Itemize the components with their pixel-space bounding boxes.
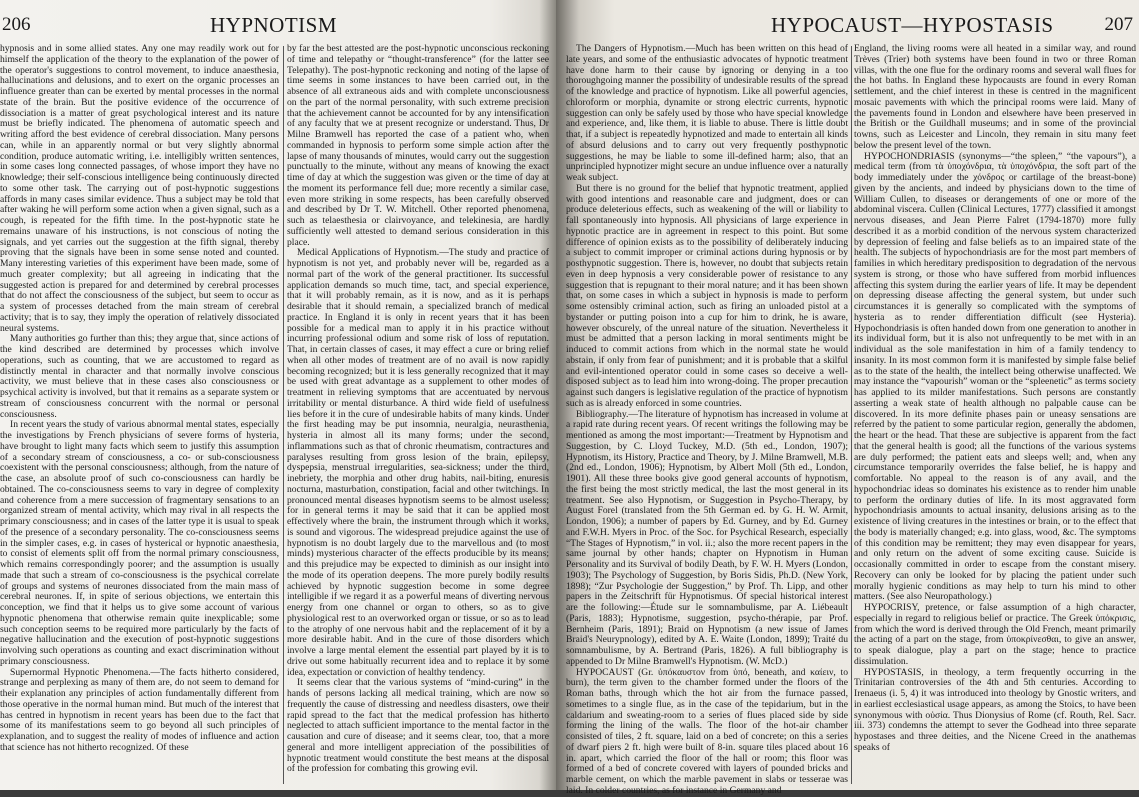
paragraph: HYPOCRISY, pretence, or false assumption of a high character, especially in regard to religious belief or practice. The Greek ὑπόκρισις, from which the word is derived through the Old French, meant primarily the acting of a part on the stage, from ὑποκρίνεσθαι, to give an answer, to speak dialogue, play a part on the stage; hence to practice dissimulation. xyxy=(854,602,1136,667)
running-head: HYPNOTISM xyxy=(210,13,338,37)
paragraph: Supernormal Hypnotic Phenomena.—The facts hitherto considered, strange and perplexing as many of them are, do not seem to demand for their explanation any principles of action fundamentally different from those operative in the normal human mind. But much of the interest that has centred in hypnotism in recent years has been due to the fact that some of its manifestations seem to go beyond all such principles of explanation, and to suggest the reality of modes of influence and action that science has not hitherto recognized. Of these xyxy=(0,666,279,753)
paragraph: But there is no ground for the belief that hypnotic treatment, applied with good intentions and reasonable care and judgment, does or can produce deleterious effects, such as weakening of the will or liability to fall spontaneously into hypnosis. All physicians of large experience in hypnotic practice are in agreement in respect to this point. But some difference of opinion exists as to the possibility of deliberately inducing a subject to commit improper or criminal actions during hypnosis or by posthypnotic suggestion. There is, however, no doubt that subjects retain even in deep hypnosis a very considerable power of resistance to any suggestion that is repugnant to their moral nature; and it has been shown that, on some cases in which a subject in hypnosis is made to perform some ostensibly criminal action, such as firing an unloaded pistol at a bystander or putting poison into a cup for him to drink, he is aware, however obscurely, of the unreal nature of the situation. Nevertheless it must be admitted that a person lacking in moral sentiments might be induced to commit actions from which in the normal state he would abstain, if only from fear of punishment; and it is probable that a skilful and evil-intentioned operator could in some cases so deceive a well-disposed subject as to lead him into wrong-doing. The proper precaution against such dangers is legislative regulation of the practice of hypnotism such as is already enforced in some countries. xyxy=(566,182,848,409)
paragraph: HYPOCHONDRIASIS (synonyms—“the spleen,” “the vapours”), a medical term (from τὰ ὑποχόνδρια, τὰ ὑποχόνδρια, the soft part of the body immediately under the χόνδρος or cartilage of the breast-bone) given by the ancients, and indeed by physicians down to the time of William Cullen, to diseases or derangements of one or more of the abdominal viscera. Cullen (Clinical Lectures, 1777) classified it amongst nervous diseases, and Jean Pierre Falret (1794-1870) more fully described it as a morbid condition of the nervous system characterized by depression of feeling and false beliefs as to an impaired state of the health. The subjects of hypochondriasis are for the most part members of families in which hereditary predisposition to degradation of the nervous system is strong, or those who have suffered from morbid influences affecting this system during the earlier years of life. It may be dependent on depressing disease affecting the general system, but under such circumstances it is generally so complicated with the symptoms of hysteria as to render differentiation difficult (see Hysteria). Hypochondriasis is often handed down from one generation to another in its individual form, but it is also not unfrequently to be met with in an individual as the sole manifestation in him of a family tendency to insanity. In its most common form it is manifested by simple false belief as to the state of the health, the intellect being otherwise unaffected. We may instance the “vapourish” woman or the “spleenetic” as terms society has applied to its milder manifestations. Such persons are constantly asserting a weak state of health although no palpable cause can be discovered. In its more definite phases pain or uneasy sensations are referred by the patient to some particular region, generally the abdomen, the heart or the head. That these are subjective is apparent from the fact that the general health is good; all the functions of the various systems are duly performed; the patient eats and sleeps well; and, when any circumstance temporarily overrides the false belief, he is happy and comfortable. No appeal to the reason is of any avail, and the hypochondriac ideas so dominates his existence as to render him unable to perform the ordinary duties of life. In its most aggravated form hypochondriasis amounts to actual insanity, delusions arising as to the existence of living creatures in the intestines or brain, or to the effect that the body is materially changed; e.g. into glass, wood, &c. The symptoms of this condition may be remittent; they may even disappear for years, and only return on the advent of some exciting cause. Suicide is occasionally committed in order to escape from the constant misery. Recovery can only be looked for by placing the patient under such morally hygienic conditions as may help to turn his mind to other matters. (See also Neuropathology.) xyxy=(854,150,1136,603)
page-number: 206 xyxy=(2,14,31,35)
page-number: 207 xyxy=(1104,14,1133,35)
paragraph: Bibliography.—The literature of hypnotism has increased in volume at a rapid rate during recent years. Of recent writings the following may be mentioned as among the most important:—Treatment by Hypnotism and Suggestion, by C. Lloyd Tuckey, M.D. (5th ed., London, 1907); Hypnotism, its History, Practice and Theory, by J. Milne Bramwell, M.B. (2nd ed., London, 1906); Hypnotism, by Albert Moll (5th ed., London, 1901). All these three books give good general accounts of hypnotism, the first being the most strictly medical, the last the most general in its treatment. See also Hypnotism, or Suggestion in Psycho-Therapy, by August Forel (translated from the 5th German ed. by G. H. W. Armit, London, 1906); a number of papers by Ed. Gurney, and by Ed. Gurney and F.W.H. Myers in Proc. of the Soc. for Psychical Research, especially “The Stages of Hypnotism,” in vol. ii.; also the more recent papers in the same journal by other hands; chapter on Hypnotism in Human Personality and its Survival of bodily Death, by F. W. H. Myers (London, 1903); The Psychology of Suggestion, by Boris Sidis, Ph.D. (New York, 1898); “Zur Psychologie der Suggestion,” by Prof. Th. Lipp, and other papers in the Zeitschrift für Hypnotismus. Of special historical interest are the following:—Étude sur le somnambulisme, par A. Liébeault (Paris, 1883); Hypnotisme, suggestion, psycho-thérapie, par Prof. Bernheim (Paris, 1891); Braid on Hypnotism (a new issue of James Braid's Neurypnology), edited by A. E. Waite (London, 1899); Traité du somnambulisme, by A. Bertrand (Paris, 1826). A full bibliography is appended to Dr Milne Bramwell's Hypnotism. (W. McD.) xyxy=(566,408,848,667)
paragraph: hypnosis and in some allied states. Any one may readily work out for himself the application of the theory to the explanation of the power of the operator's suggestions to control movement, to induce anaesthesia, hallucinations and delusions, and to exert on the organic processes an influence greater than can be exerted by mental processes in the normal state of the brain. But the positive evidence of the occurrence of dissociation is a matter of great psychological interest and its nature must be briefly indicated. The phenomena of automatic speech and writing afford the best evidence of cerebral dissociation. Many persons can, while in an apparently normal or but very slightly abnormal condition, produce automatic writing, i.e. intelligibly written sentences, in some cases long connected passages, of whose import they have no knowledge; their self-conscious intelligence being continuously directed to some other task. The carrying out of post-hypnotic suggestions affords in many cases similar evidence. Thus a subject may be told that after waking he will perform some action when a given signal, such as a cough, is repeated for the fifth time. In the post-hypnotic state he remains unaware of his instructions, is not conscious of noting the signals, and yet carries out the suggestion at the fifth signal, thereby proving that the signals have been in some sense noted and counted. Many interesting varieties of this experiment have been made, some of much greater complexity; but all agreeing in indicating that the suggested action is prepared for and determined by cerebral processes that do not affect the consciousness of the subject, but seem to occur as a system of processes detached from the main stream of cerebral activity; that is to say, they imply the operation of relatively dissociated neural systems. xyxy=(0,43,279,334)
paragraph: HYPOSTASIS, in theology, a term frequently occurring in the Trinitarian controversies of the 4th and 5th centuries. According to Irenaeus (i. 5, 4) it was introduced into theology by Gnostic writers, and in earliest ecclesiastical usage appears, as among the Stoics, to have been synonymous with οὐσία. Thus Dionysius of Rome (cf. Routh, Rel. Sacr. iii. 373) condemns the attempt to sever the Godhead into three separate hypostases and three deities, and the Nicene Creed in the anathemas speaks of xyxy=(854,666,1136,753)
text-column-4 xyxy=(854,44,1136,786)
paragraph: In recent years the study of various abnormal mental states, especially the investigations by French physicians of severe forms of hysteria, have brought to light many facts which seem to justify this assumption of a secondary stream of consciousness, a co- or sub-consciousness coexistent with the personal consciousness; although, from the nature of the case, an absolute proof of such co-consciousness can hardly be obtained. The co-consciousness seems to vary in degree of complexity and coherence from a mere succession of fragmentary sensations to an organized stream of mental activity, which may rival in all respects the primary consciousness; and in cases of the latter type it is usual to speak of the presence of a secondary personality. The co-consciousness seems in the simpler cases, e.g. in cases of hysterical or hypnotic anaesthesia, to consist of elements split off from the normal primary consciousness, which remains correspondingly poorer; and the assumption is usually made that such a stream of co-consciousness is the psychical correlate of groups and systems of neurones dissociated from the main mass of cerebral neurones. If, in spite of serious objections, we entertain this conception, we find that it helps us to give some account of various hypnotic phenomena that otherwise remain quite inexplicable; some such conception seems to be required more particularly by the facts of negative hallucination and the execution of post-hypnotic suggestions involving such operations as counting and exact discrimination without primary consciousness. xyxy=(0,419,279,667)
left-page xyxy=(0,0,556,790)
column-rule xyxy=(851,46,852,784)
paragraph: England, the living rooms were all heated in a similar way, and round Trèves (Trier) both systems have been found in two or three Roman villas, with the one flue for the ordinary rooms and several wall flues for the hot baths. In England these hypocausts are found in every Roman settlement, and the chief interest in these is centred in the magnificent mosaic pavements with which the principal rooms were laid. Many of the pavements found in London and elsewhere have been preserved in the British or the Guildhall museums; and in some of the provincial towns, such as Leicester and Lincoln, they remain in situ many feet below the present level of the town. xyxy=(854,43,1136,151)
paragraph: by far the best attested are the post-hypnotic unconscious reckoning of time and telepathy or “thought-transference” (for the latter see Telepathy). The post-hypnotic reckoning and noting of the lapse of time seems in some instances to have been carried out, in the absence of all extraneous aids and with complete unconsciousness on the part of the normal personality, with such extreme precision that the achievement cannot be accounted for by any intensification of any faculty that we at present recognize or understand. Thus, Dr Milne Bramwell has reported the case of a patient who, when commanded in hypnosis to perform some simple action after the lapse of many thousands of minutes, would carry out the suggestion punctually to the minute, without any means of knowing the exact time of day at which the suggestion was given or the time of day at the moment its performance fell due; more recently a similar case, even more striking in some respects, has been carefully observed and described by Dr T. W. Mitchell. Other reported phenomena, such as telaesthesia or clairvoyance, and telekinesia, are hardly sufficiently well attested to demand serious consideration in this place. xyxy=(287,43,549,248)
paragraph: Many authorities go further than this; they argue that, since actions of the kind described are determined by processes which involve operations, such as counting, that we are accustomed to regard as distinctly mental in character and that normally involve conscious activity, we must believe that in these cases also consciousness or psychical activity is involved, but that it remains as a separate system or stream of consciousness concurrent with the normal or personal consciousness. xyxy=(0,333,279,420)
paragraph: It seems clear that the various systems of “mind-curing” in the hands of persons lacking all medical training, which are now so frequently the cause of distressing and needless disasters, owe their rapid spread to the fact that the medical profession has hitherto neglected to attach sufficient importance to the mental factor in the causation and cure of disease; and it seems clear, too, that a more general and more intelligent appreciation of the possibilities of hypnotic treatment would constitute the best means at the disposal of the profession for combating this growing evil. xyxy=(287,677,549,775)
text-column-2 xyxy=(287,44,549,786)
right-page xyxy=(556,0,1139,796)
paragraph: HYPOCAUST (Gr. ὑπόκαυστον from ὑπό, beneath, and καίειν, to burn), the term given to the chamber formed under the floors of the Roman baths, through which the hot air from the furnace passed, sometimes to a single flue, as in the case of the tepidarium, but in the caldarium and sweating-room to a series of flues placed side by side forming the lining of the walls. The floor of the hot-air chamber consisted of tiles, 2 ft. square, laid on a bed of concrete; on this a series of dwarf piers 2 ft. high were built of 8-in. square tiles placed about 16 in. apart, which carried the floor of the hall or room; this floor was formed of a bed of concrete covered with layers of pounded bricks and marble cement, on which the marble pavement in slabs or tesserae was laid. In colder countries, as for instance in Germany and xyxy=(566,666,848,796)
paragraph: The Dangers of Hypnotism.—Much has been written on this head of late years, and some of the enthusiastic advocates of hypnotic treatment have done harm to their cause by ignoring or denying in a too thoroughgoing manner the possibility of undesirable results of the spread of the knowledge and practice of hypnotism. Like all powerful agencies, chloroform or morphia, dynamite or strong electric currents, hypnotic suggestion can only be safely used by those who have special knowledge and experience, and, like them, it is liable to abuse. There is little doubt that, if a subject is repeatedly hypnotized and made to entertain all kinds of absurd delusions and to carry out very frequently posthypnotic suggestions, he may be liable to some ill-defined harm; also, that an unprincipled hypnotizer might secure an undue influence over a naturally weak subject. xyxy=(566,43,848,183)
text-column-1 xyxy=(0,44,279,786)
paragraph: Medical Applications of Hypnotism.—The study and practice of hypnotism is not yet, and probably never will be, regarded as a normal part of the work of the general practitioner. Its successful application demands so much time, tact, and special experience, that it will probably remain, as it is now, and as it is perhaps desirable that it should remain, a specialized branch of medical practice. In England it is only in recent years that it has been possible for a medical man to apply it in his practice without incurring professional odium and some risk of loss of reputation. That, in certain classes of cases, it may effect a cure or bring relief when all other modes of treatment are of no avail is now rapidly becoming recognized; but it is less generally recognized that it may be used with great advantage as a supplement to other modes of treatment in relieving symptoms that are accentuated by nervous irritability or mental disturbance. A third wide field of usefulness lies before it in the cure of undesirable habits of many kinds. Under the first heading may be put insomnia, neuralgia, neurasthenia, hysteria in almost all its many forms; under the second, inflammations such as that of chronic rheumatism, contractures and paralyses resulting from gross lesion of the brain, epilepsy, dyspepsia, menstrual irregularities, sea-sickness; under the third, inebriety, the morphia and other drug habits, nail-biting, enuresis nocturna, masturbation, constipation, facial and other twitchings. In pronounced mental diseases hypnotism seems to be almost useless; for in general terms it may be said that it can be applied most effectively where the brain, the instrument through which it works, is sound and vigorous. The widespread prejudice against the use of hypnotism is no doubt largely due to the marvellous and (to most minds) mysterious character of the effects producible by its means; and this prejudice may be expected to diminish as our insight into the mode of its operation deepens. The more purely bodily results achieved by hypnotic suggestion become in some degree intelligible if we regard it as a powerful means of diverting nervous energy from one channel or organ to others, so as to give physiological rest to an overworked organ or tissue, or so as to lead to the atrophy of one nervous habit and the replacement of it by a more desirable habit. And in the cure of those disorders which involve a large mental element the essential part played by it is to drive out some habitually recurrent idea and to replace it by some idea, expectation or conviction of healthy tendency. xyxy=(287,247,549,678)
running-head: HYPOCAUST—HYPOSTASIS xyxy=(771,13,1054,37)
text-column-3 xyxy=(566,43,848,796)
column-rule xyxy=(283,46,284,784)
